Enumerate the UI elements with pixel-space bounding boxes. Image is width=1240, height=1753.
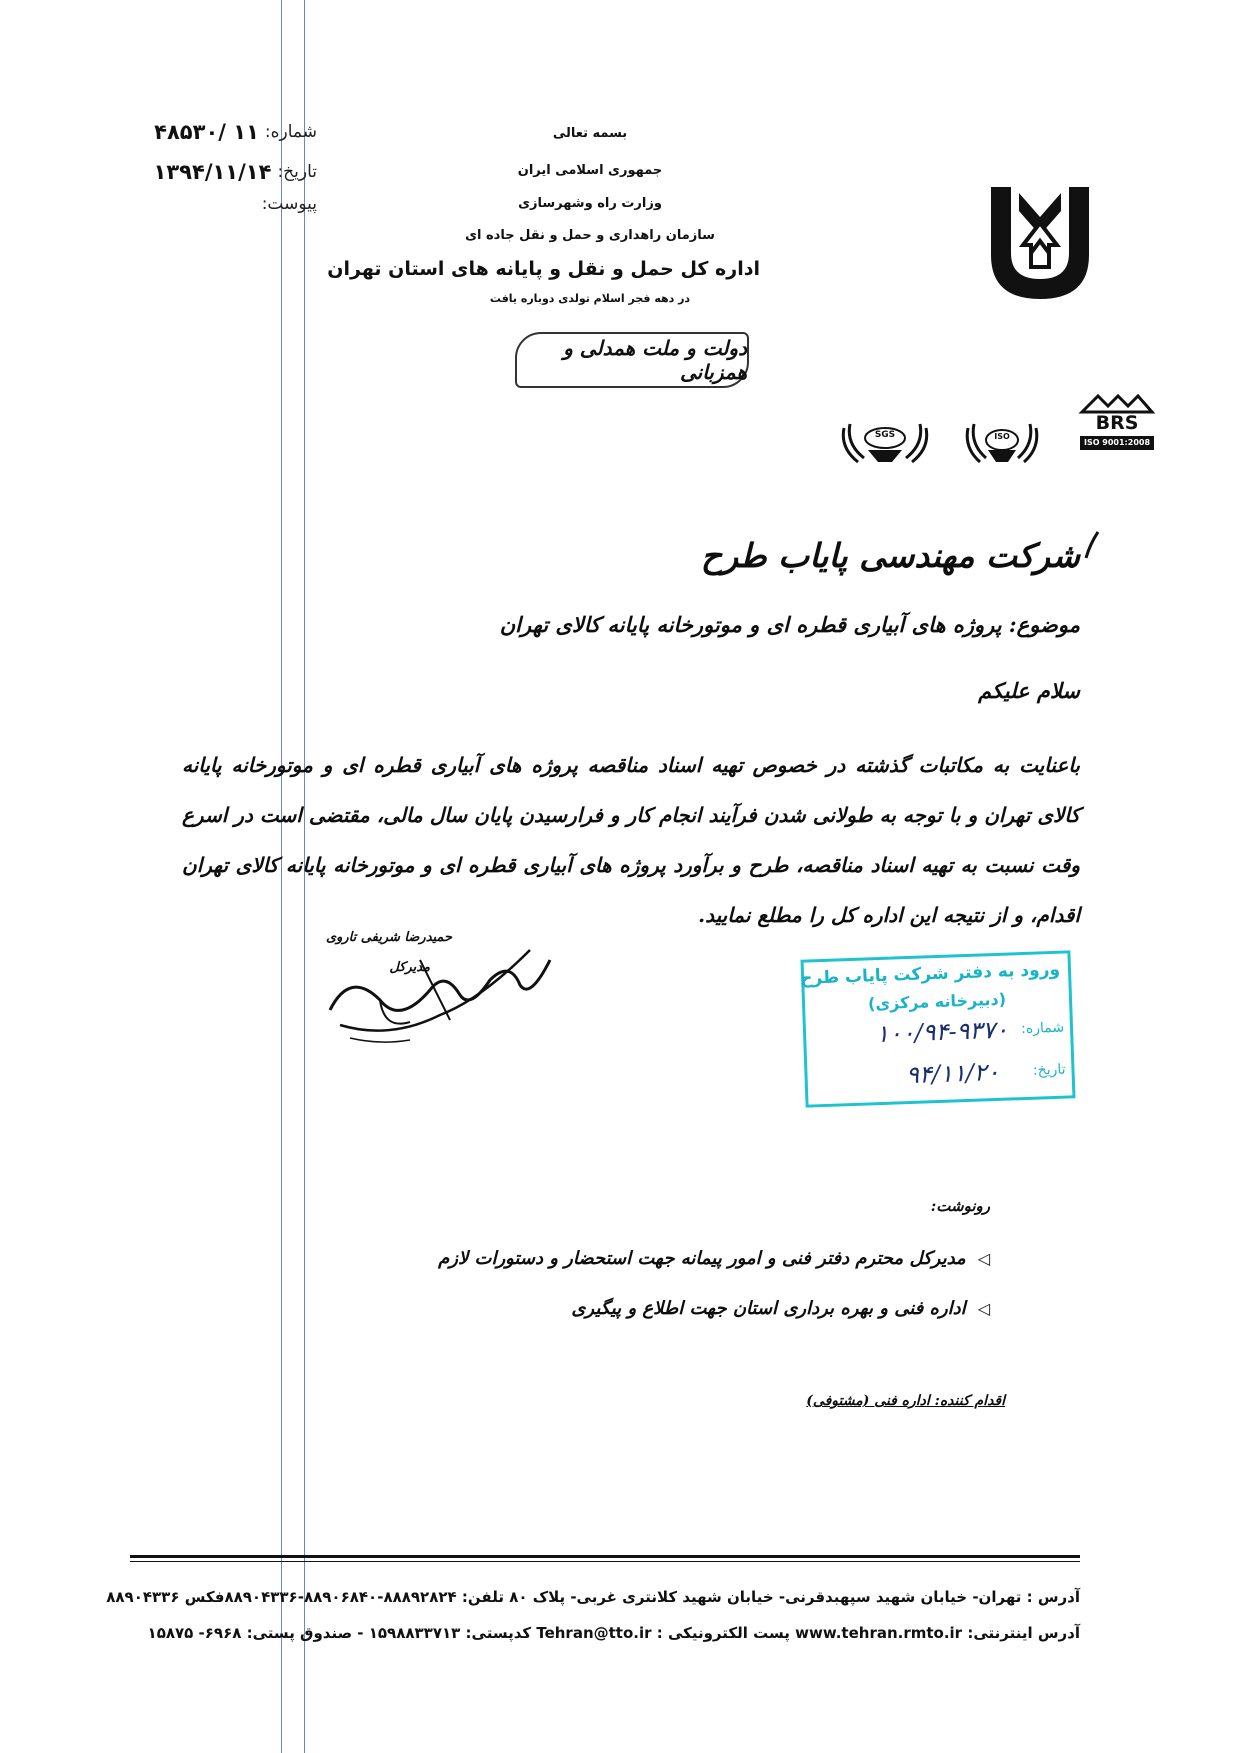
letter-number	[154, 120, 317, 144]
cc-item-1-text: مدیرکل محترم دفتر فنی و امور پیمانه جهت استحضار و دستورات لازم	[438, 1248, 966, 1269]
stamp-date-value: ۹۴/۱۱/۲۰	[905, 1057, 1001, 1090]
bismillah: بسمه تعالی	[552, 126, 628, 141]
handwritten-signature	[320, 930, 560, 1050]
signatory-title: مدیرکل	[389, 960, 430, 975]
sgs-seal-label: SGS	[874, 430, 896, 440]
letter-body: باعنایت به مکاتبات گذشته در خصوص تهیه اسناد مناقصه پروژه های آبیاری قطره ای و موتورخانه پایانه کالای تهران و با توجه به طولانی شدن فرآیند انجام کار و فرارسیدن پایان سال مالی، مقتضی است در اسرع وقت نسبت به تهیه اسناد مناقصه، طرح و برآورد پروژه های آبیاری قطره ای و موتورخانه پایانه کالای تهران اقدام، و از نتیجه این اداره کل را مطلع نمایید.	[182, 753, 1080, 927]
stamp-title: ورود به دفتر شرکت پایاب طرح	[799, 959, 1061, 989]
occasion-text: در دهه فجر اسلام تولدی دوباره یافت	[489, 292, 691, 305]
footer-address: آدرس : تهران- خیابان شهید سپهبدقرنی- خیابان شهید کلانتری غربی- پلاک ۸۰ تلفن: ۸۸۸۹۲۸۲۴-۸۸۹۰۶۸۴۰-۸۸۹۰۴۳۳۶فکس ۸۸۹۰۴۳۳۶	[106, 1588, 1080, 1606]
stamp-subtitle: (دبیرخانه مرکزی)	[867, 989, 1007, 1014]
cc-item-2	[571, 1298, 990, 1319]
footer-contact: آدرس اینترنتی: www.tehran.rmto.ir پست الکترونیکی : Tehran@tto.ir کدپستی: ۱۵۹۸۸۳۳۷۱۳ - صندوق پستی: ۶۹۶۸- ۱۵۸۷۵	[147, 1624, 1080, 1642]
signatory-name: حمیدرضا شریفی تاروی	[325, 930, 452, 945]
iso-seal-1	[960, 414, 1044, 470]
letter-number-label: شماره:	[264, 122, 317, 142]
cc-heading: رونوشت:	[930, 1197, 990, 1215]
brs-label: BRS	[1095, 412, 1139, 434]
sgs-seal-icon	[836, 414, 934, 470]
letter-date-value: ۱۳۹۴/۱۱/۱۴	[153, 160, 272, 184]
letter-date-label: تاریخ:	[277, 162, 317, 182]
footer-rule-thick	[130, 1555, 1080, 1558]
action-by: اقدام کننده: اداره فنی (مشتوفی)	[806, 1393, 1005, 1409]
organization-name: سازمان راهداری و حمل و نقل جاده ای	[465, 228, 715, 243]
ministry-name: وزارت راه وشهرسازی	[518, 196, 662, 211]
letter-attachment-label: پیوست:	[261, 194, 317, 214]
cc-item-1	[438, 1248, 990, 1269]
office-name: اداره کل حمل و نقل و پایانه های استان تهران	[327, 258, 760, 280]
letter-date	[154, 160, 317, 184]
incoming-registration-stamp	[800, 950, 1075, 1107]
footer-rule-thin	[130, 1561, 1080, 1562]
government-motto-text: دولت و ملت همدلی و همزبانی	[563, 336, 747, 384]
rmto-logo	[985, 183, 1095, 303]
government-motto	[515, 332, 749, 388]
letter-number-value: ۱۱ /۴۸۵۳۰	[154, 120, 259, 144]
laurel-seal-icon	[960, 414, 1044, 470]
stamp-date-label: تاریخ:	[1032, 1061, 1066, 1079]
brs-iso-logo	[1078, 392, 1156, 462]
bullet-arrow-icon: ◁	[977, 1299, 990, 1318]
rmto-logo-icon	[985, 183, 1095, 303]
recipient-slash-mark	[1082, 530, 1102, 560]
iso-seal-1-label: ISO	[994, 432, 1010, 441]
letter-greeting: سلام علیکم	[978, 678, 1080, 703]
stamp-number-label: شماره:	[1020, 1019, 1065, 1038]
letter-subject: موضوع: پروژه های آبیاری قطره ای و موتورخانه پایانه کالای تهران	[499, 612, 1080, 637]
bullet-arrow-icon: ◁	[977, 1249, 990, 1268]
country-name: جمهوری اسلامی ایران	[517, 163, 663, 178]
letter-attachment	[262, 194, 317, 214]
iso-standard-label: ISO 9001:2008	[1083, 438, 1151, 447]
stamp-number-value: ۱۰۰/۹۴-۹۳۷۰	[875, 1015, 1009, 1049]
signature-scribble-icon	[320, 930, 560, 1050]
recipient: شرکت مهندسی پایاب طرح	[700, 536, 1080, 575]
sgs-seal	[836, 414, 934, 470]
cc-item-2-text: اداره فنی و بهره برداری استان جهت اطلاع و پیگیری	[571, 1298, 966, 1319]
